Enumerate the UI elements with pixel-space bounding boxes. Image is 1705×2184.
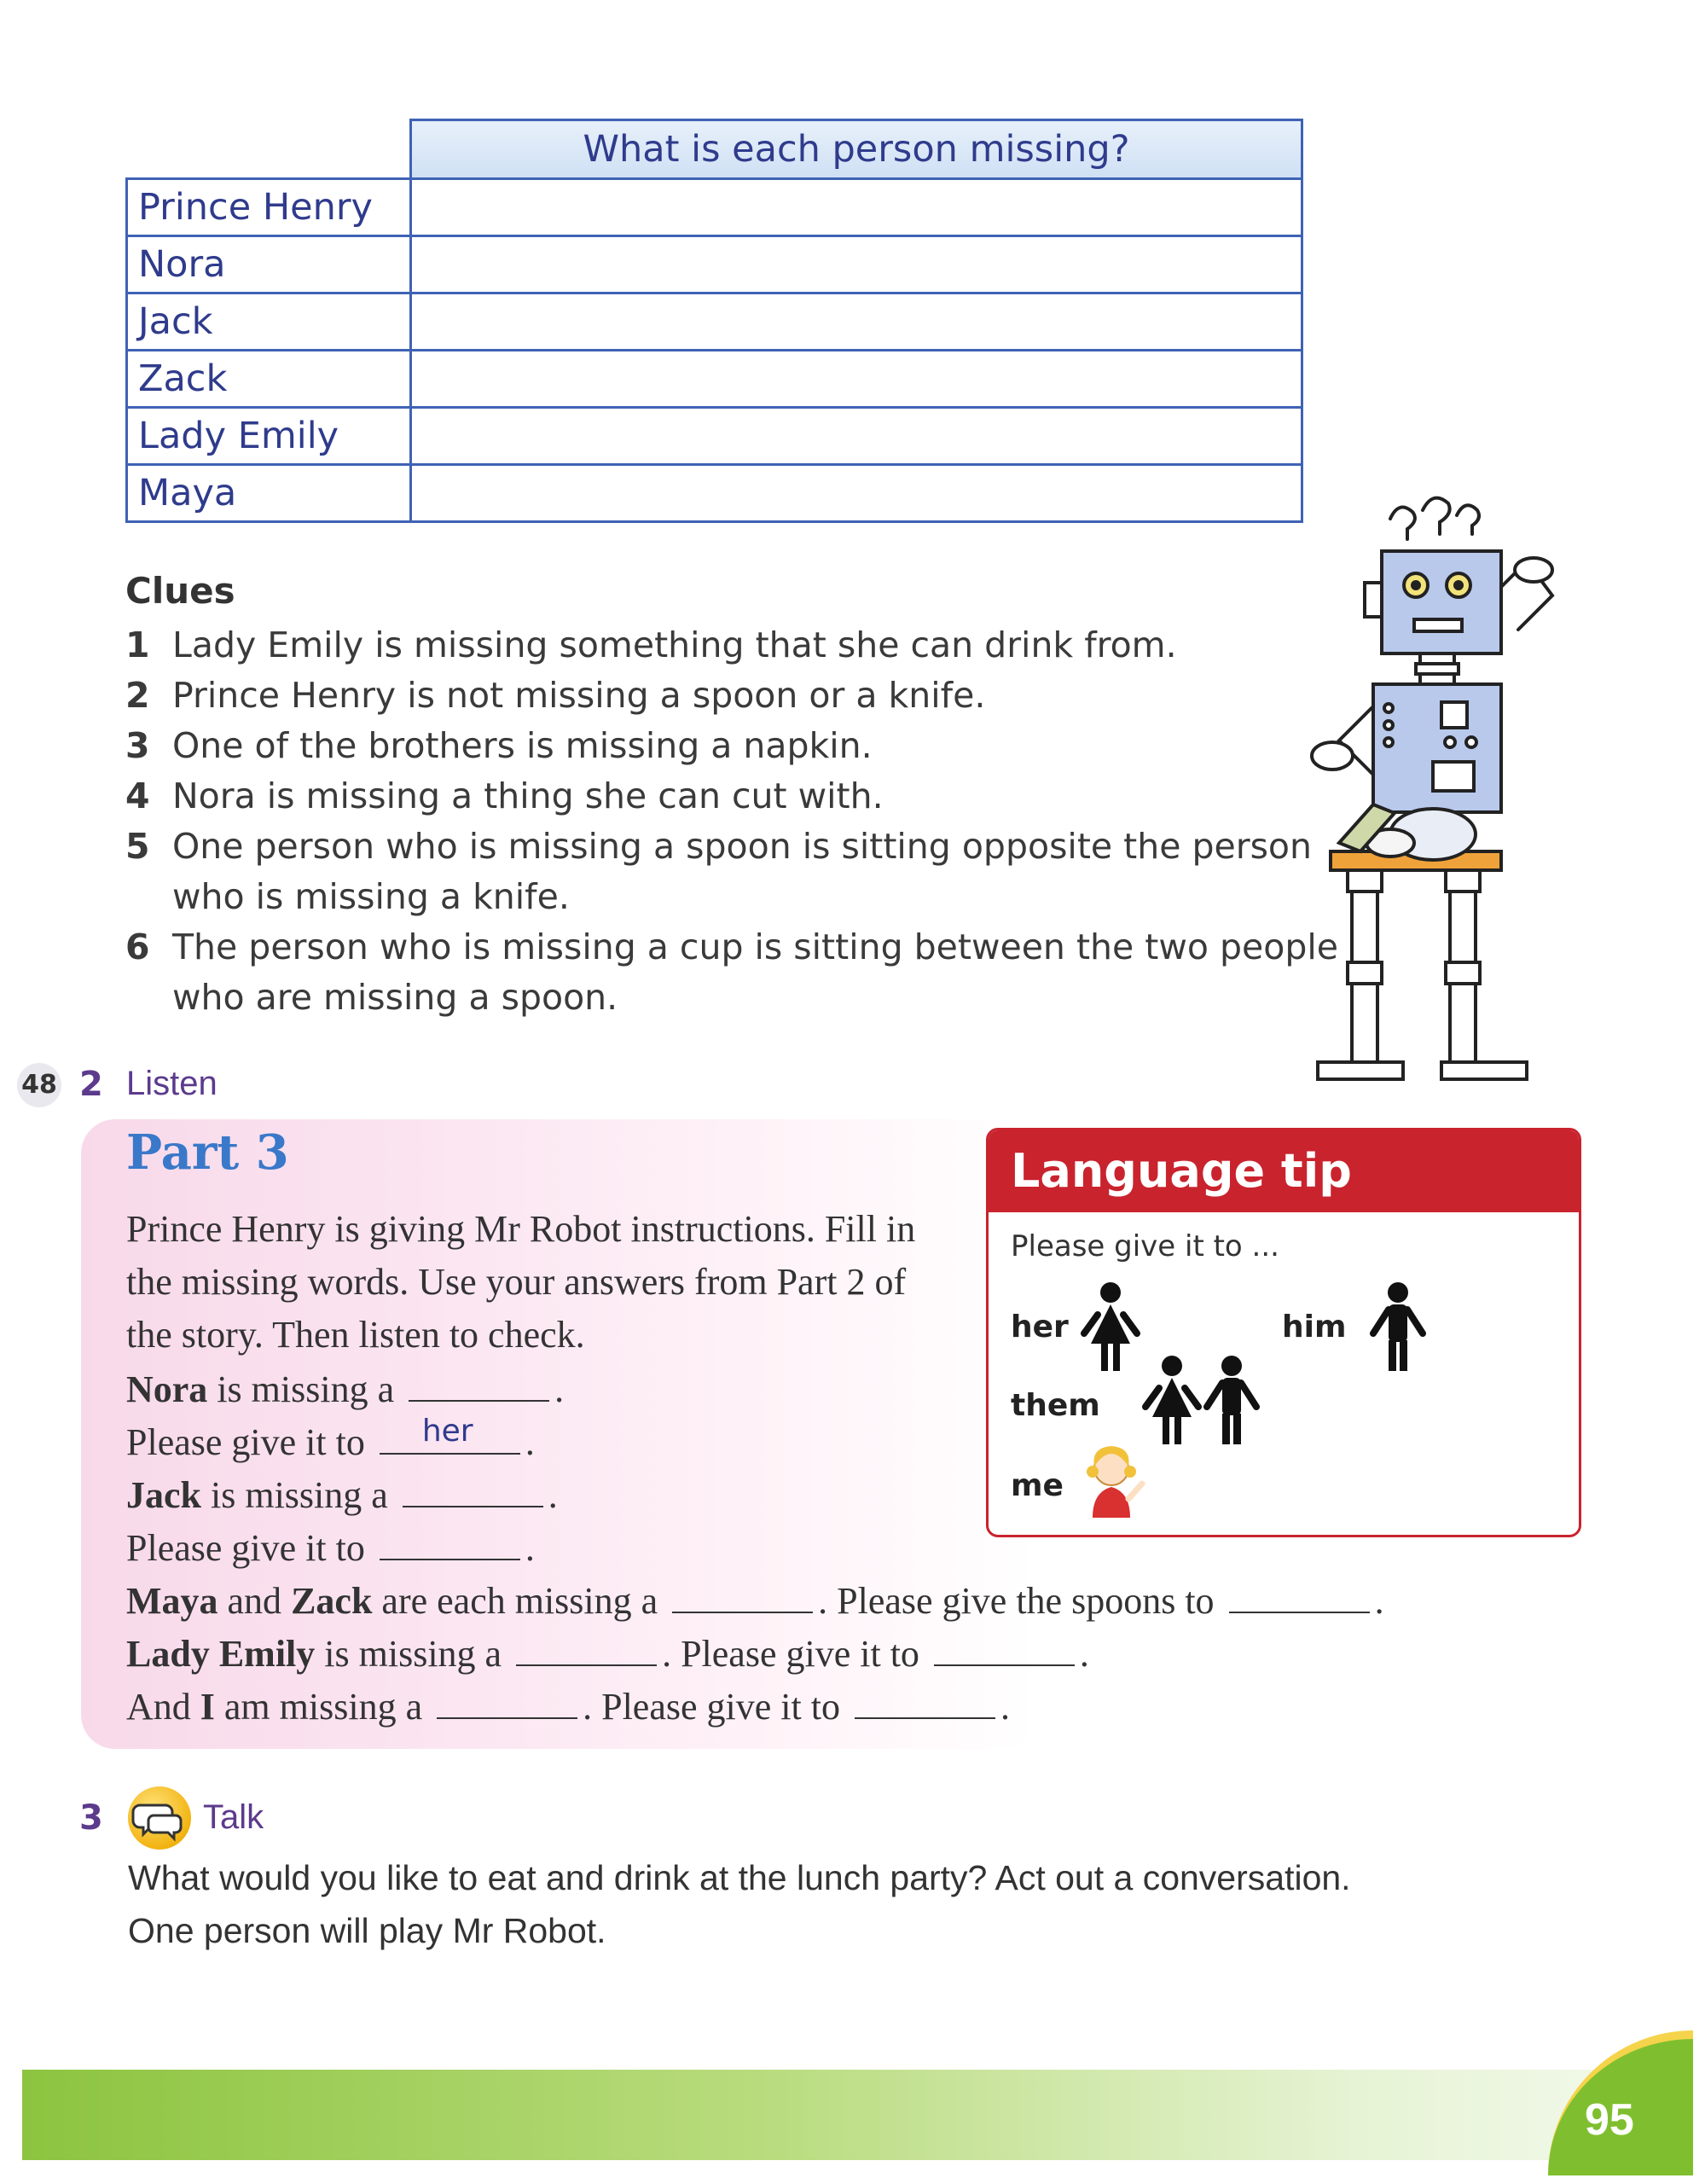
clue-number: 4 <box>125 775 150 816</box>
clue-text: One person who is missing a spoon is sitting opposite the person who is missing a knife. <box>172 826 1313 917</box>
page-number: 95 <box>1585 2095 1634 2145</box>
clue-number: 5 <box>125 826 150 867</box>
fill-text: . Please give it to <box>662 1633 919 1675</box>
table-corner <box>127 120 411 179</box>
answer-cell[interactable] <box>411 351 1302 408</box>
person-name: Zack <box>291 1580 373 1622</box>
fill-line: Please give it to her . <box>126 1416 535 1469</box>
answer-blank[interactable] <box>380 1414 520 1455</box>
fill-text: Please give it to <box>126 1527 365 1569</box>
speech-bubbles-icon <box>128 1786 191 1850</box>
part-title: Part 3 <box>126 1124 289 1181</box>
answer-cell[interactable] <box>411 179 1302 236</box>
audio-track-badge[interactable]: 48 <box>17 1063 61 1107</box>
talk-instructions: One person will play Mr Robot. <box>128 1911 606 1950</box>
answer-blank[interactable] <box>672 1586 813 1613</box>
answer-blank[interactable] <box>403 1480 543 1507</box>
fill-text: is missing a <box>211 1474 388 1516</box>
boy-figure-icon <box>1368 1281 1428 1374</box>
table-row <box>127 236 1302 293</box>
clue-item <box>125 671 1349 721</box>
clue-text: One of the brothers is missing a napkin. <box>172 725 873 766</box>
clue-item <box>125 822 1315 922</box>
clue-item <box>125 721 1349 771</box>
clue-number: 6 <box>125 926 150 967</box>
table-row <box>127 179 1302 236</box>
clue-item <box>125 771 1349 822</box>
fill-line: Please give it to . <box>126 1527 535 1569</box>
clue-item <box>125 922 1366 1023</box>
person-name: Lady Emily <box>126 1633 316 1675</box>
table-row-name: Maya <box>127 465 411 522</box>
clue-number: 1 <box>125 624 150 665</box>
fill-text: . Please give it to <box>583 1686 840 1728</box>
fill-line: Lady Emily is missing a . Please give it to . <box>126 1633 1089 1675</box>
clue-text: The person who is missing a cup is sitting between the two people who are missing a spoon. <box>172 926 1338 1018</box>
fill-text: is missing a <box>217 1368 395 1410</box>
clue-text: Nora is missing a thing she can cut with. <box>172 775 884 816</box>
clue-number: 2 <box>125 675 150 716</box>
fill-text: And <box>126 1686 191 1728</box>
handwritten-answer: her <box>421 1414 473 1449</box>
clue-number: 3 <box>125 725 150 766</box>
fill-text: am missing a <box>223 1686 423 1728</box>
answer-blank[interactable] <box>409 1374 549 1402</box>
footer-band <box>22 2070 1685 2160</box>
talk-instructions: What would you like to eat and drink at the lunch party? Act out a conversation. <box>128 1858 1351 1897</box>
answer-cell[interactable] <box>411 236 1302 293</box>
girl-figure-icon <box>1081 1281 1140 1374</box>
section-number: 2 <box>79 1065 103 1104</box>
clue-text: Lady Emily is missing something that she can drink from. <box>172 624 1177 665</box>
fill-text: . Please give the spoons to <box>818 1580 1215 1622</box>
girl-figure-icon <box>1142 1354 1202 1448</box>
answer-cell[interactable] <box>411 465 1302 522</box>
language-tip-prompt: Please give it to ... <box>1011 1229 1279 1263</box>
person-name: Maya <box>126 1580 218 1622</box>
table-row-name: Zack <box>127 351 411 408</box>
fill-text-bold: I <box>200 1686 215 1728</box>
fill-text: Please give it to <box>126 1421 365 1463</box>
table-row-name: Jack <box>127 293 411 351</box>
fill-line: Nora is missing a . <box>126 1368 565 1410</box>
answer-blank[interactable] <box>437 1692 577 1719</box>
missing-items-table <box>125 119 1303 523</box>
section-title: Listen <box>126 1065 217 1102</box>
pronoun-her: her <box>1011 1310 1069 1345</box>
pronoun-him: him <box>1282 1310 1347 1345</box>
pronoun-them: them <box>1011 1388 1100 1423</box>
answer-blank[interactable] <box>1229 1586 1370 1613</box>
table-row <box>127 351 1302 408</box>
boy-figure-icon <box>1202 1354 1261 1448</box>
language-tip-title: Language tip <box>1011 1144 1352 1198</box>
fill-line: Maya and Zack are each missing a . Please give the spoons to . <box>126 1580 1384 1622</box>
person-name: Nora <box>126 1368 208 1410</box>
table-header-row <box>127 120 1302 179</box>
answer-blank[interactable] <box>855 1692 995 1719</box>
robot-illustration <box>1262 485 1604 1099</box>
fill-text: is missing a <box>324 1633 502 1675</box>
answer-blank[interactable] <box>516 1639 657 1666</box>
answer-cell[interactable] <box>411 293 1302 351</box>
fill-text: and <box>227 1580 282 1622</box>
person-name: Jack <box>126 1474 201 1516</box>
section-title: Talk <box>203 1798 264 1836</box>
language-tip-box <box>986 1128 1581 1537</box>
table-row-name: Nora <box>127 236 411 293</box>
pronoun-me: me <box>1011 1468 1064 1503</box>
clues-title: Clues <box>125 570 235 612</box>
table-row <box>127 465 1302 522</box>
answer-cell[interactable] <box>411 408 1302 465</box>
table-row-name: Prince Henry <box>127 179 411 236</box>
clue-text: Prince Henry is not missing a spoon or a knife. <box>172 675 986 716</box>
table-header: What is each person missing? <box>411 120 1302 179</box>
answer-blank[interactable] <box>380 1533 520 1560</box>
table-row-name: Lady Emily <box>127 408 411 465</box>
fill-line: And I am missing a . Please give it to . <box>126 1686 1010 1728</box>
girl-pointing-icon <box>1082 1443 1151 1519</box>
clue-item <box>125 620 1349 671</box>
fill-text: are each missing a <box>381 1580 658 1622</box>
fill-line: Jack is missing a . <box>126 1474 558 1516</box>
answer-blank[interactable] <box>934 1639 1075 1666</box>
table-row <box>127 408 1302 465</box>
table-row <box>127 293 1302 351</box>
instructions: Prince Henry is giving Mr Robot instructions. Fill in the missing words. Use your answers from Part 2 of the story. Then listen to check. <box>126 1208 916 1356</box>
section-number: 3 <box>79 1798 103 1838</box>
